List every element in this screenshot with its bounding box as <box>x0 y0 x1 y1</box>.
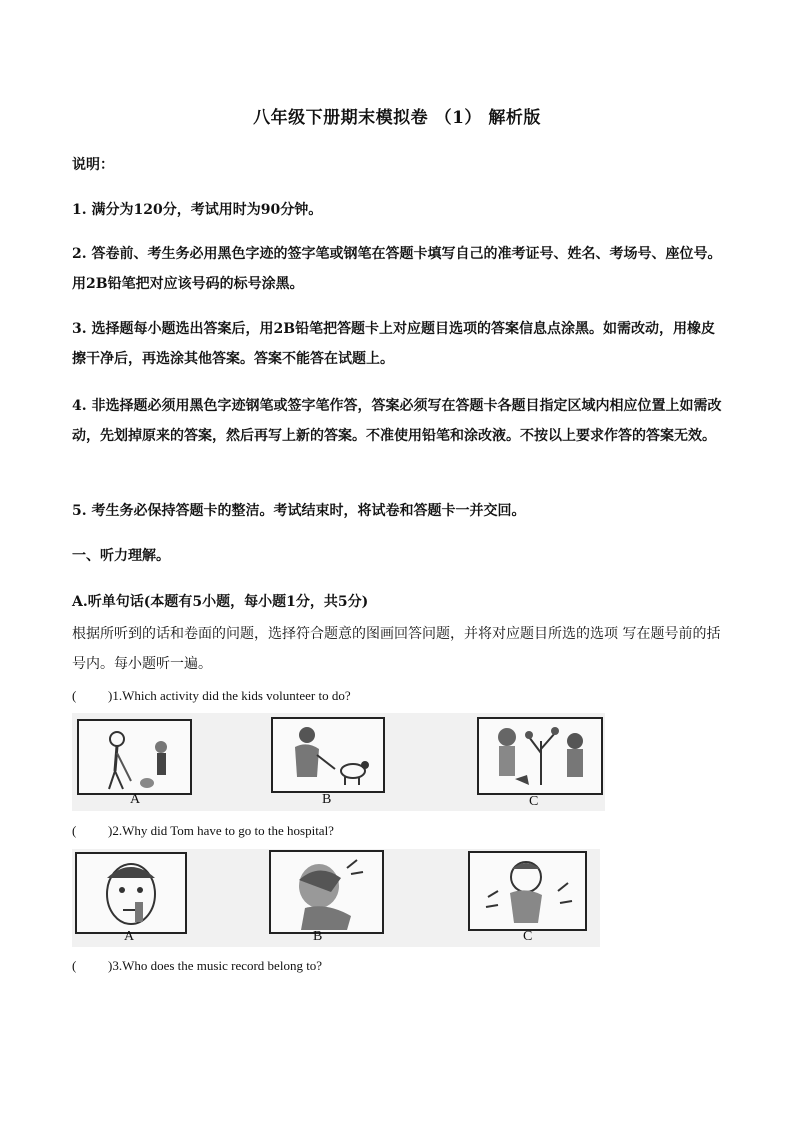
question-1 <box>72 688 351 704</box>
headache-person-icon <box>271 852 382 932</box>
planting-tree-icon <box>479 719 601 793</box>
question-2-pictures <box>72 849 600 947</box>
option-label-b: B <box>322 792 332 807</box>
toothache-face-icon <box>77 854 185 932</box>
option-picture-b[interactable] <box>269 850 384 934</box>
answer-paren[interactable]: ( <box>72 688 77 703</box>
question-text: )1.Which activity did the kids volunteer to do? <box>108 688 351 703</box>
option-picture-a[interactable] <box>77 719 192 795</box>
option-label-a: A <box>124 929 135 944</box>
instruction-item: 4. 非选择题必须用黑色字迹钢笔或签字笔作答，答案必须写在答题卡各题目指定区域内相应位置上如需改动，先划掉原来的答案，然后再写上新的答案。不准使用铅笔和涂改液。不按以上要求作答的答案无效。 <box>72 398 722 444</box>
sweeping-kids-icon <box>79 721 190 793</box>
option-label-a: A <box>130 792 141 807</box>
option-picture-c[interactable] <box>468 851 587 931</box>
option-picture-c[interactable] <box>477 717 603 795</box>
question-3 <box>72 958 322 974</box>
answer-paren[interactable]: ( <box>72 958 77 973</box>
instruction-item: 1. 满分为120分，考试用时为90分钟。 <box>72 202 323 218</box>
section-direction: 根据所听到的话和卷面的问题，选择符合题意的图画回答问题，并将对应题目所选的选项 写在题号前的括号内。每小题听一遍。 <box>72 626 721 672</box>
option-label-c: C <box>529 794 539 809</box>
question-text: )3.Who does the music record belong to? <box>108 958 323 973</box>
answer-paren[interactable]: ( <box>72 823 77 838</box>
page-title: 八年级下册期末模拟卷 （1） 解析版 <box>253 108 541 128</box>
question-1-pictures <box>72 713 605 811</box>
question-2 <box>72 823 334 839</box>
option-picture-a[interactable] <box>75 852 187 934</box>
instructions-heading: 说明： <box>72 157 114 173</box>
instruction-item: 5. 考生务必保持答题卡的整洁。考试结束时，将试卷和答题卡一并交回。 <box>72 503 526 519</box>
stomachache-person-icon <box>470 853 585 929</box>
option-picture-b[interactable] <box>271 717 385 793</box>
question-text: )2.Why did Tom have to go to the hospital? <box>108 823 334 838</box>
feeding-dog-icon <box>273 719 383 791</box>
section-heading: 一、听力理解。 <box>72 548 170 564</box>
instruction-item: 2. 答卷前、考生务必用黑色字迹的签字笔或钢笔在答题卡填写自己的准考证号、姓名、考场号、座位号。用2B铅笔把对应该号码的标号涂黑。 <box>72 246 722 292</box>
section-subheading: A.听单句话(本题有5小题，每小题1分，共5分) <box>72 594 369 610</box>
option-label-b: B <box>313 929 323 944</box>
option-label-c: C <box>523 929 533 944</box>
instruction-item: 3. 选择题每小题选出答案后，用2B铅笔把答题卡上对应题目选项的答案信息点涂黑。如需改动，用橡皮擦干净后，再选涂其他答案。答案不能答在试题上。 <box>72 321 716 367</box>
